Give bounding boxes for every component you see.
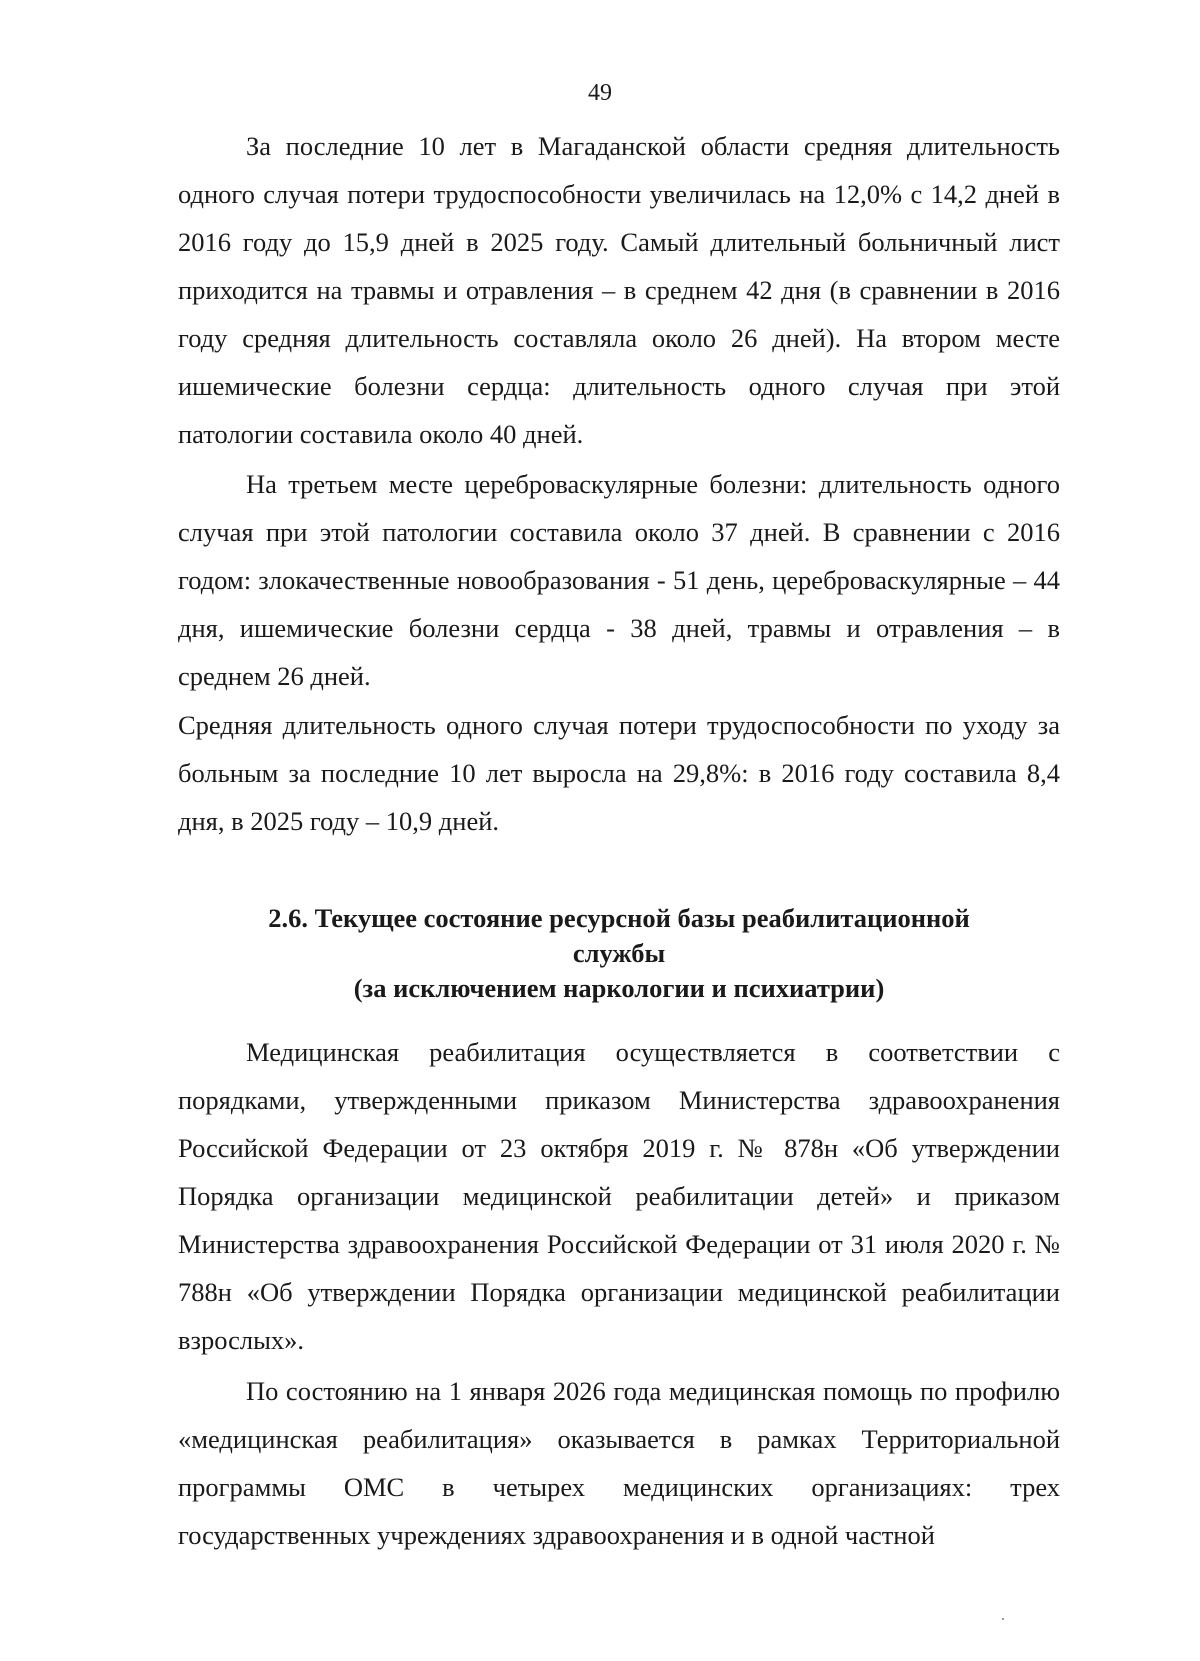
text-block-5	[178, 1367, 1060, 1559]
text-block-1	[178, 122, 1060, 458]
section-heading-line-3: (за исключением наркологии и психиатрии)	[353, 973, 885, 1003]
paragraph-rehab-organizations: По состоянию на 1 января 2026 года медицинская помощь по профилю «медицинская реабилитация» оказывается в рамках Территориальной программы ОМС в четырех медицинских организациях: трех государственных учреждениях здравоохранения и в одной частной	[178, 1376, 1060, 1550]
section-heading-line-2: службы	[572, 938, 666, 968]
paragraph-rehab-orders: Медицинская реабилитация осуществляется в соответствии с порядками, утвержденными приказом Министерства здравоохранения Российской Федерации от 23 октября 2019 г. № 878н «Об утверждении Порядка организации медицинской реабилитации детей» и приказом Министерства здравоохранения Российской Федерации от 31 июля 2020 г. № 788н «Об утверждении Порядка организации медицинской реабилитации взрослых».	[178, 1037, 1060, 1355]
scan-speck	[1002, 1618, 1004, 1620]
paragraph-care-leave: Средняя длительность одного случая потери трудоспособности по уходу за больным за последние 10 лет выросла на 29,8%: в 2016 году составила 8,4 дня, в 2025 году – 10,9 дней.	[178, 710, 1060, 836]
paragraph-cerebrovascular: На третьем месте цереброваскулярные болезни: длительность одного случая при этой патологии составила около 37 дней. В сравнении с 2016 годом: злокачественные новообразования - 51 день, цереброваскулярные – 44 дня, ишемические болезни сердца - 38 дней, травмы и отравления – в среднем 26 дней.	[178, 469, 1060, 691]
section-heading	[178, 901, 1060, 1006]
text-block-2	[178, 460, 1060, 700]
text-block-3	[178, 701, 1060, 845]
section-heading-line-1: 2.6. Текущее состояние ресурсной базы реабилитационной	[268, 903, 970, 933]
text-block-4	[178, 1028, 1060, 1364]
page-number: 49	[588, 80, 612, 106]
paragraph-sick-leave-duration: За последние 10 лет в Магаданской области средняя длительность одного случая потери трудоспособности увеличилась на 12,0% с 14,2 дней в 2016 году до 15,9 дней в 2025 году. Самый длительный больничный лист приходится на травмы и отравления – в среднем 42 дня (в сравнении в 2016 году средняя длительность составляла около 26 дней). На втором месте ишемические болезни сердца: длительность одного случая при этой патологии составила около 40 дней.	[178, 131, 1060, 449]
